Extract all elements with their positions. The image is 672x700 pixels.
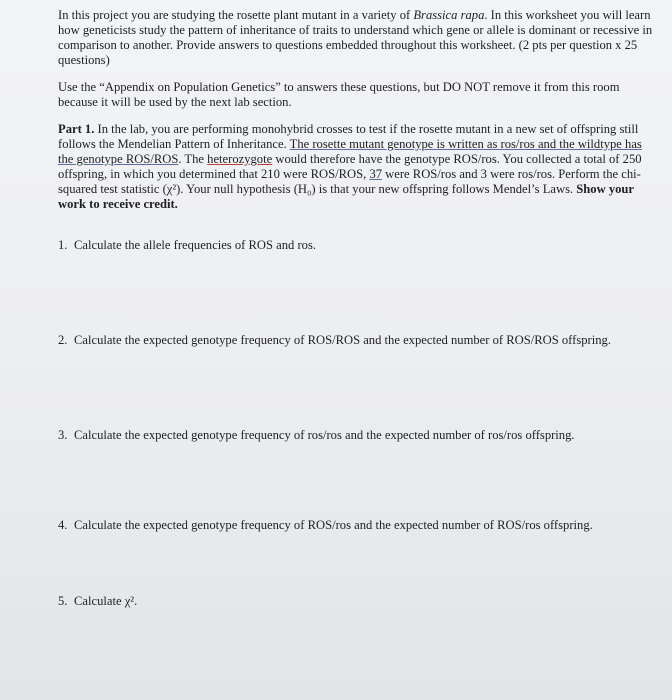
question-number: 1.	[58, 238, 68, 252]
part1-paragraph	[58, 122, 658, 212]
question-2	[58, 333, 611, 348]
part1-underlined-genotypes: The rosette mutant genotype is written as ros/ros and the wildtype has the genotype ROS/ROS	[58, 137, 642, 166]
question-number: 4.	[58, 518, 68, 532]
count-37: 37	[369, 167, 383, 181]
question-5	[58, 594, 137, 609]
question-text: Calculate the expected genotype frequency of ros/ros and the expected number of ros/ros offspring.	[74, 428, 575, 442]
part1-bold-instruction: Show your work to receive credit.	[58, 182, 634, 211]
question-text: Calculate the expected genotype frequency of ROS/ROS and the expected number of ROS/ROS offspring.	[74, 333, 611, 347]
intro-text-b: . In this worksheet you will learn how geneticists study the pattern of inheritance of traits to understand which gene or allele is dominant or recessive in comparison to another. Provide answers to questions embedded throughout this worksheet. (2 pts per question x 25 questions)	[58, 8, 653, 67]
part1-text-a: In the lab, you are performing monohybrid crosses to test if the rosette mutant in a new set of offspring still follows the Mendelian Pattern of Inheritance.	[58, 122, 639, 151]
part1-text-d: would therefore have the genotype ROS/ros. You collected a total of 250 offspring, in which you determined that 210 were ROS/ROS,	[58, 152, 642, 181]
intro-text-a: In this project you are studying the rosette plant mutant in a variety of	[58, 8, 414, 22]
question-4	[58, 518, 593, 533]
question-text: Calculate the allele frequencies of ROS and ros.	[74, 238, 316, 252]
question-number: 5.	[58, 594, 68, 608]
part1-text-c: . The	[178, 152, 208, 166]
appendix-note: Use the “Appendix on Population Genetics” to answers these questions, but DO NOT remove it from this room because it will be used by the next lab section.	[58, 80, 620, 109]
part1-text-e: were ROS/ros and 3 were ros/ros. Perform the chi-squared test statistic (χ²). Your null hypothesis (H₀) is that your new offspring follows Mendel’s Laws.	[58, 167, 641, 196]
intro-paragraph	[58, 8, 658, 68]
question-number: 2.	[58, 333, 68, 347]
part1-label: Part 1.	[58, 122, 95, 136]
species-name: Brassica rapa	[413, 8, 485, 22]
heterozygote-word: heterozygote	[207, 152, 273, 166]
question-1	[58, 238, 316, 253]
question-3	[58, 428, 575, 443]
question-number: 3.	[58, 428, 68, 442]
question-text: Calculate χ².	[74, 594, 138, 608]
question-text: Calculate the expected genotype frequency of ROS/ros and the expected number of ROS/ros offspring.	[74, 518, 593, 532]
